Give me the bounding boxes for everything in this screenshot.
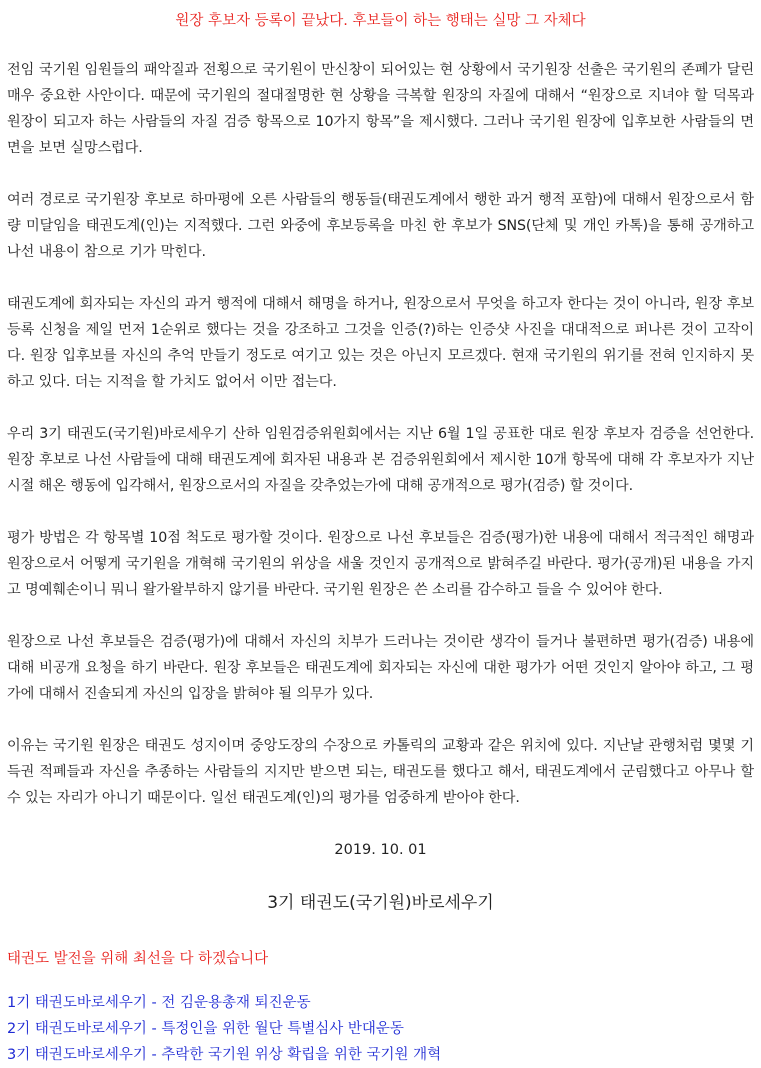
paragraph-intro: 전임 국기원 임원들의 패악질과 전횡으로 국기원이 만신창이 되어있는 현 상황에서 국기원장 선출은 국기원의 존폐가 달린 매우 중요한 사안이다. 때문에 국기원의 절대절명한 현 상황을 극복할 원장의 자질에 대해서 “원장으로 지녀야 할 덕목과 원장이 되고자 하는 사람들의 자질 검증 항목으로 10가지 항목”을 제시했다. 그러나 국기원 원장에 입후보한 사람들의 면면을 보면 실망스럽다. xyxy=(7,62,754,156)
history-item-2: 2기 태권도바로세우기 - 특정인을 위한 월단 특별심사 반대운동 xyxy=(7,1021,404,1037)
history-item-1: 1기 태권도바로세우기 - 전 김운용총재 퇴진운동 xyxy=(7,995,311,1011)
paragraph-nondisclosure-request: 원장으로 나선 후보들은 검증(평가)에 대해서 자신의 치부가 드러나는 것이란 생각이 들거나 불편하면 평가(검증) 내용에 대해 비공개 요청을 하기 바란다. 원장 후보들은 태권도계에 회자되는 자신에 대한 평가가 어떤 것인지 알아야 하고, 그 평가에 대해서 진솔되게 자신의 입장을 밝혀야 될 의무가 있다. xyxy=(7,634,754,702)
paragraph-past-conduct: 태권도계에 회자되는 자신의 과거 행적에 대해서 해명을 하거나, 원장으로서 무엇을 하고자 한다는 것이 아니라, 원장 후보등록 신청을 제일 먼저 1순위로 했다는 것을 강조하고 그것을 인증(?)하는 인증샷 사진을 대대적으로 퍼나른 것이 고작이다. 원장 입후보를 자신의 추억 만들기 정도로 여기고 있는 것은 아닌지 모르겠다. 현재 국기원의 위기를 전혀 인지하지 못하고 있다. 더는 지적을 할 가치도 없어서 이만 접는다. xyxy=(7,296,754,390)
statement-date: 2019. 10. 01 xyxy=(334,842,427,858)
headline: 원장 후보자 등록이 끝났다. 후보들이 하는 행태는 실망 그 자체다 xyxy=(175,13,586,29)
pledge-text: 태권도 발전을 위해 최선을 다 하겠습니다 xyxy=(7,951,269,967)
history-item-3: 3기 태권도바로세우기 - 추락한 국기원 위상 확립을 위한 국기원 개혁 xyxy=(7,1047,442,1063)
paragraph-reason: 이유는 국기원 원장은 태권도 성지이며 중앙도장의 수장으로 카톨릭의 교황과 같은 위치에 있다. 지난날 관행처럼 몇몇 기득권 적폐들과 자신을 추종하는 사람들의 지지만 받으면 되는, 태권도를 했다고 해서, 태권도계에서 군림했다고 아무나 할 수 있는 자리가 아니기 때문이다. 일선 태권도계(인)의 평가를 엄중하게 받아야 한다. xyxy=(7,738,754,806)
history-list xyxy=(7,990,754,1068)
organization-signature: 3기 태권도(국기원)바로세우기 xyxy=(267,893,494,913)
paragraph-evaluation-method: 평가 방법은 각 항목별 10점 척도로 평가할 것이다. 원장으로 나선 후보들은 검증(평가)한 내용에 대해서 적극적인 해명과 원장으로서 어떻게 국기원을 개혁해 국기원의 위상을 새울 것인지 공개적으로 밝혀주길 바란다. 평가(공개)된 내용을 가지고 명예훼손이니 뭐니 왈가왈부하지 않기를 바란다. 국기원 원장은 쓴 소리를 감수하고 들을 수 있어야 한다. xyxy=(7,530,754,598)
paragraph-verification-declaration: 우리 3기 태권도(국기원)바로세우기 산하 임원검증위원회에서는 지난 6월 1일 공표한 대로 원장 후보자 검증을 선언한다. 원장 후보로 나선 사람들에 대해 태권도계에 회자된 내용과 본 검증위원회에서 제시한 10개 항목에 대해 각 후보자가 지난 시절 해온 행동에 입각해서, 원장으로서의 자질을 갖추었는가에 대해 공개적으로 평가(검증) 할 것이다. xyxy=(7,426,754,494)
paragraph-candidate-behavior: 여러 경로로 국기원장 후보로 하마평에 오른 사람들의 행동들(태권도계에서 행한 과거 행적 포함)에 대해서 원장으로서 함량 미달임을 태권도계(인)는 지적했다. 그런 와중에 후보등록을 마친 한 후보가 SNS(단체 및 개인 카톡)을 통해 공개하고 나선 내용이 참으로 기가 막힌다. xyxy=(7,192,754,260)
